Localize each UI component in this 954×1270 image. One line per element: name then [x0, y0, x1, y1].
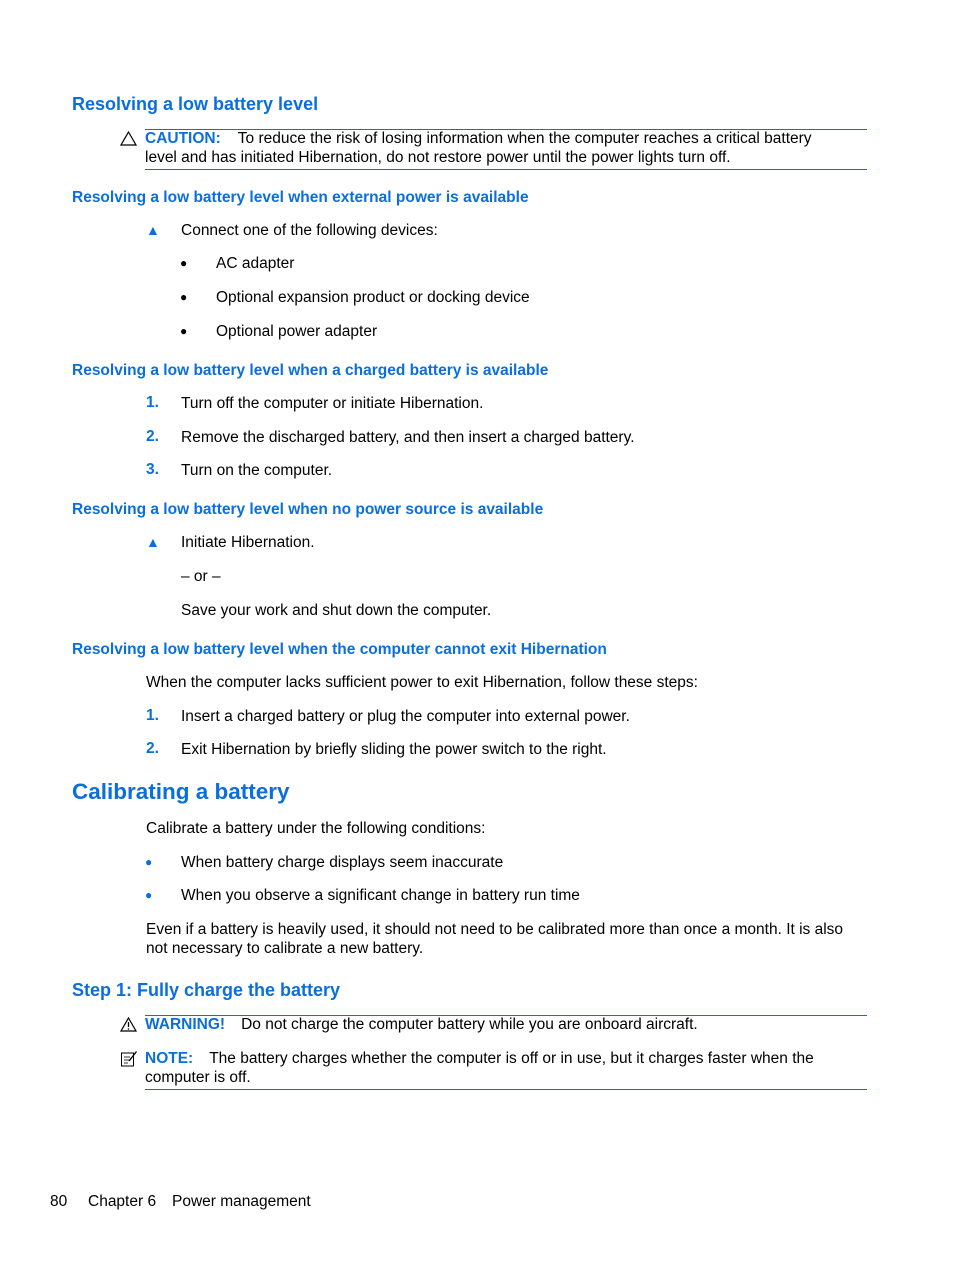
section-title-no-power: Resolving a low battery level when no power source is available [72, 501, 544, 518]
section-title-low-battery: Resolving a low battery level [72, 94, 319, 114]
dot-bullet-icon: ● [180, 290, 188, 304]
no-power-step: Initiate Hibernation. [181, 534, 315, 551]
footer-chapter: Chapter 6 [88, 1193, 157, 1210]
section-title-external-power: Resolving a low battery level when external power is available [72, 189, 529, 206]
section-title-cannot-exit: Resolving a low battery level when the computer cannot exit Hibernation [72, 641, 607, 658]
calibrating-paragraph-1: Even if a battery is heavily used, it should not need to be calibrated more than once a month. It is also [146, 921, 844, 938]
step-number: 1. [146, 394, 159, 411]
note-line-1 [145, 1049, 814, 1068]
caution-bottom-rule [145, 169, 867, 170]
section-title-charged-battery: Resolving a low battery level when a charged battery is available [72, 362, 549, 379]
or-separator: – or – [181, 568, 221, 585]
device-item: Optional expansion product or docking device [216, 289, 530, 306]
triangle-bullet-icon: ▲ [146, 534, 160, 550]
note-bottom-rule [145, 1089, 867, 1090]
no-power-alternative: Save your work and shut down the computer. [181, 602, 492, 619]
note-text-1: The battery charges whether the computer is off or in use, but it charges faster when the [209, 1050, 814, 1067]
footer-page-number: 80 [50, 1193, 68, 1210]
step-text: Turn on the computer. [181, 462, 333, 479]
calibrating-paragraph-2: not necessary to calibrate a new battery. [146, 940, 424, 957]
step-text: Exit Hibernation by briefly sliding the power switch to the right. [181, 741, 607, 758]
condition-item: When battery charge displays seem inaccurate [181, 854, 504, 871]
step-text: Remove the discharged battery, and then insert a charged battery. [181, 429, 635, 446]
step-number: 1. [146, 707, 159, 724]
warning-label: WARNING! [145, 1016, 226, 1033]
footer-chapter-title: Power management [172, 1193, 311, 1210]
caution-label: CAUTION: [145, 130, 221, 147]
dot-bullet-icon: ● [145, 888, 153, 902]
triangle-bullet-icon: ▲ [146, 222, 160, 238]
note-pencil-icon [120, 1050, 138, 1068]
calibrating-intro: Calibrate a battery under the following conditions: [146, 820, 486, 837]
warning-line [145, 1015, 698, 1034]
dot-bullet-icon: ● [180, 256, 188, 270]
device-item: AC adapter [216, 255, 295, 272]
device-item: Optional power adapter [216, 323, 378, 340]
caution-line-1 [145, 129, 812, 148]
note-label: NOTE: [145, 1050, 194, 1067]
dot-bullet-icon: ● [180, 324, 188, 338]
step-number: 3. [146, 461, 159, 478]
caution-triangle-icon [120, 131, 137, 146]
dot-bullet-icon: ● [145, 855, 153, 869]
caution-text-2: level and has initiated Hibernation, do not restore power until the power lights turn off. [145, 149, 731, 166]
condition-item: When you observe a significant change in battery run time [181, 887, 580, 904]
step-text: Turn off the computer or initiate Hibernation. [181, 395, 484, 412]
cannot-exit-intro: When the computer lacks sufficient power to exit Hibernation, follow these steps: [146, 674, 698, 691]
step-text: Insert a charged battery or plug the computer into external power. [181, 708, 630, 725]
step-number: 2. [146, 428, 159, 445]
warning-triangle-icon [120, 1017, 137, 1032]
caution-text-1: To reduce the risk of losing information when the computer reaches a critical battery [237, 130, 812, 147]
step-number: 2. [146, 740, 159, 757]
warning-text: Do not charge the computer battery while you are onboard aircraft. [241, 1016, 698, 1033]
section-title-step1: Step 1: Fully charge the battery [72, 980, 341, 1000]
note-text-2: computer is off. [145, 1069, 251, 1086]
section-title-calibrating: Calibrating a battery [72, 779, 290, 804]
external-power-step: Connect one of the following devices: [181, 222, 438, 239]
